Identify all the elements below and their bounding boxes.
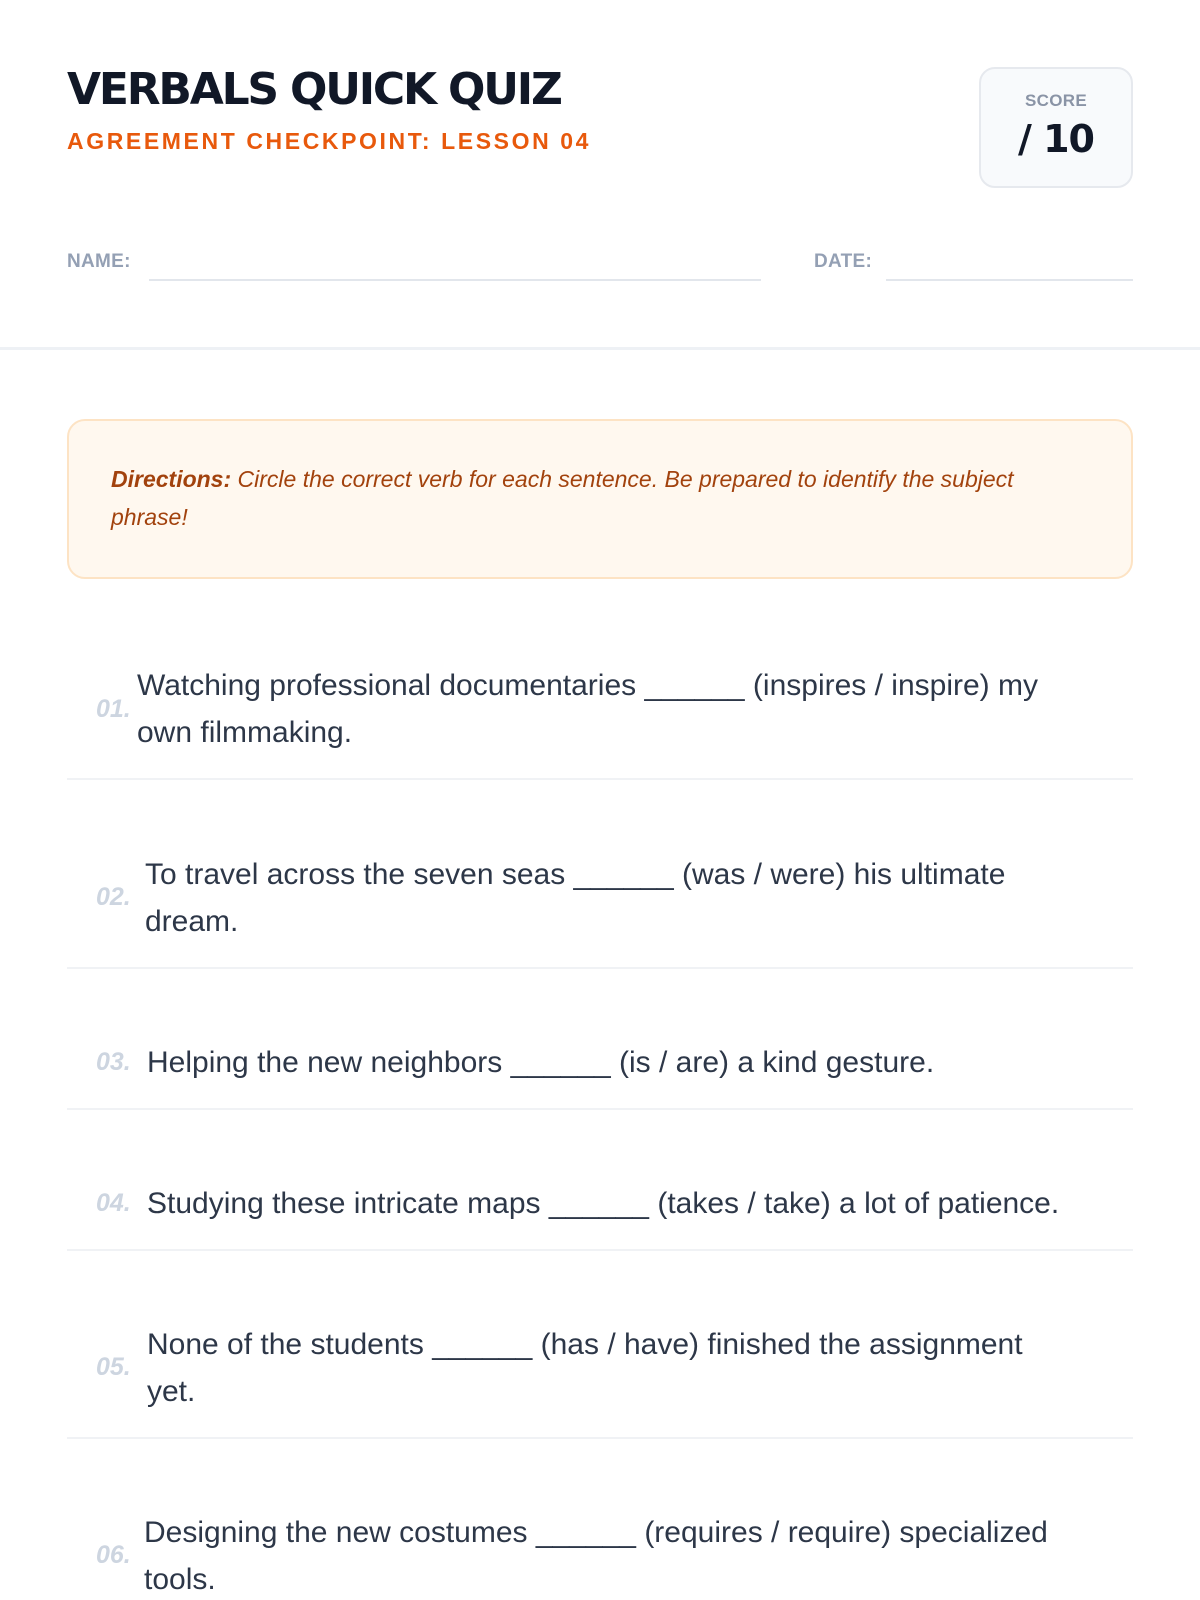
name-label: NAME: — [67, 251, 131, 272]
question-number: 01. — [96, 694, 131, 723]
question-number: 06. — [96, 1541, 131, 1569]
date-label: DATE: — [814, 251, 873, 272]
score-label: SCORE — [1025, 91, 1087, 110]
question-text: Studying these intricate maps ______ (takes / take) a lot of patience. — [147, 1186, 1060, 1220]
question-text: Helping the new neighbors ______ (is / are) a kind gesture. — [147, 1045, 935, 1079]
question-item — [67, 1157, 1133, 1251]
quiz-title: VERBALS QUICK QUIZ — [67, 64, 561, 115]
question-item — [67, 1298, 1133, 1439]
directions-label: Directions: — [111, 466, 232, 492]
name-field[interactable] — [149, 279, 761, 281]
directions-text: Circle the correct verb for each sentence. Be prepared to identify the subject phrase! — [111, 466, 1014, 530]
score-value: / 10 — [1018, 117, 1094, 161]
question-item — [67, 640, 1133, 780]
question-number: 04. — [96, 1188, 131, 1217]
question-item — [67, 1486, 1133, 1600]
question-item — [67, 828, 1133, 969]
date-field[interactable] — [886, 279, 1133, 281]
question-text: Designing the new costumes ______ (requires / require) specialized tools. — [144, 1515, 1048, 1596]
question-text: To travel across the seven seas ______ (was / were) his ultimate dream. — [145, 857, 1006, 938]
directions-box — [67, 419, 1133, 579]
question-number: 03. — [96, 1047, 131, 1076]
question-text: None of the students ______ (has / have) finished the assignment yet. — [147, 1327, 1023, 1408]
quiz-subtitle: AGREEMENT CHECKPOINT: LESSON 04 — [67, 128, 592, 154]
quiz-header — [0, 0, 1200, 350]
score-box — [979, 67, 1133, 188]
question-number: 05. — [96, 1353, 131, 1381]
question-item — [67, 1016, 1133, 1110]
question-number: 02. — [96, 883, 131, 911]
question-text: Watching professional documentaries ______ (inspires / inspire) my own filmmaking. — [137, 669, 1038, 749]
